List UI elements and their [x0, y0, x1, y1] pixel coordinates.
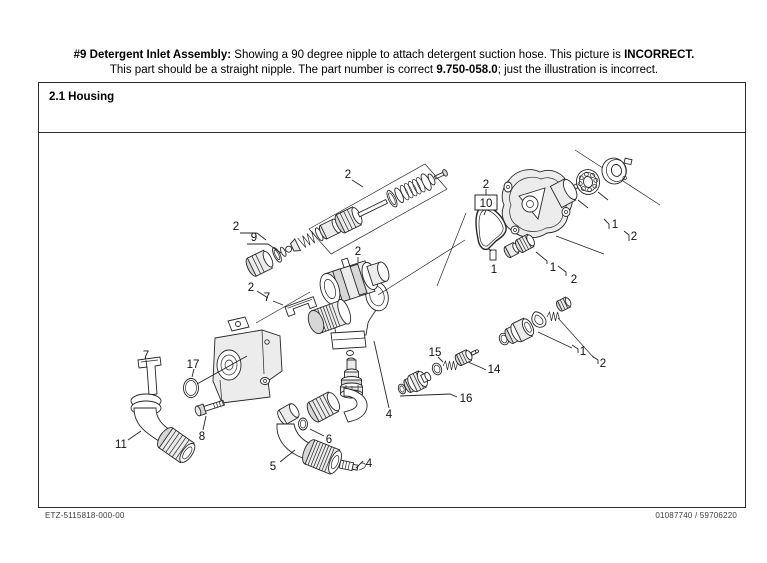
callout-label-1: 1	[490, 264, 498, 276]
nipple-4	[339, 458, 366, 473]
callout-label-7: 7	[263, 292, 271, 304]
callout-label-2: 2	[630, 231, 638, 243]
bolt-8	[194, 398, 225, 417]
left-mount-block	[213, 317, 282, 403]
callout-label-7: 7	[142, 350, 150, 362]
callout-label-8: 8	[198, 431, 206, 443]
head-gasket-10	[476, 207, 506, 249]
callout-label-11: 11	[115, 439, 127, 451]
ball-bearing	[574, 167, 602, 196]
document-number: 01087740 / 59706220	[655, 511, 737, 520]
callout-label-9: 9	[250, 232, 258, 244]
valve-spring-15	[443, 361, 458, 370]
cartridge-16	[397, 362, 443, 396]
callout-label-1: 1	[611, 219, 619, 231]
callout-label-5: 5	[269, 461, 277, 473]
sleeve-14	[454, 345, 481, 367]
callout-label-1: 1	[549, 262, 557, 274]
callout-label-14: 14	[487, 364, 501, 376]
section-title: 2.1 Housing	[49, 91, 115, 103]
callout-label-10: 10	[479, 198, 493, 210]
callout-label-4: 4	[365, 458, 373, 470]
callout-label-2: 2	[570, 274, 578, 286]
callout-label-2: 2	[354, 246, 362, 258]
callout-label-1: 1	[579, 346, 587, 358]
header-line-2: This part should be a straight nipple. The part number is correct 9.750-058.0; just the illustration is incorrect.	[109, 64, 659, 76]
callout-label-2: 2	[344, 169, 352, 181]
callout-label-6: 6	[325, 434, 333, 446]
callout-label-2: 2	[599, 358, 607, 370]
callout-label-2: 2	[247, 282, 255, 294]
elbow-fitting-11	[131, 394, 198, 466]
plug-and-sleeve	[503, 233, 537, 259]
callout-label-2: 2	[232, 221, 240, 233]
callout-label-4: 4	[385, 409, 393, 421]
callout-label-15: 15	[428, 347, 442, 359]
seal-carrier	[600, 154, 637, 186]
drawing-number: ETZ-5115818-000-00	[45, 511, 125, 520]
elbow-outlet-4	[304, 388, 367, 424]
main-housing	[305, 247, 393, 349]
callout-label-2: 2	[482, 179, 490, 191]
header-line-1: #9 Detergent Inlet Assembly: Showing a 90 degree nipple to attach detergent suction hose. This picture is INCORRECT.	[73, 49, 695, 61]
callout-label-17: 17	[186, 359, 200, 371]
retainer-clip-left	[138, 357, 161, 395]
callout-label-16: 16	[459, 393, 473, 405]
